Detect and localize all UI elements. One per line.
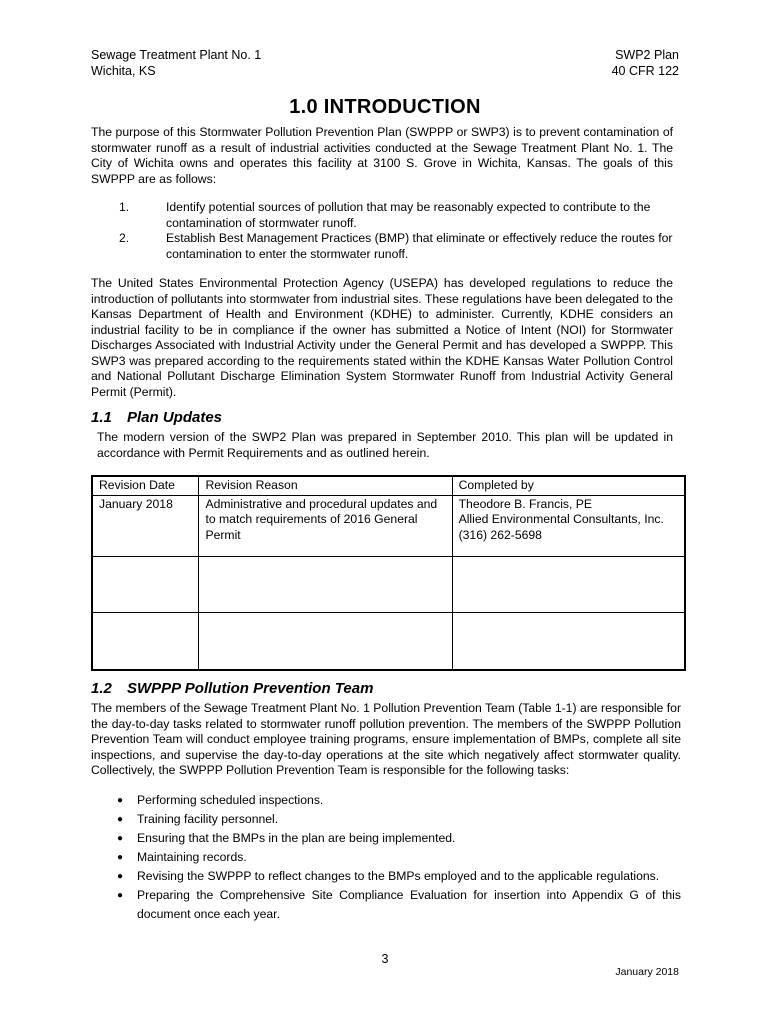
header-facility: Sewage Treatment Plant No. 1 [91, 48, 262, 62]
bullet-icon: ● [117, 795, 124, 806]
table-row [92, 612, 685, 670]
list-item [113, 867, 681, 886]
bullet-icon: ● [117, 871, 124, 882]
list-text: Performing scheduled inspections. [137, 793, 324, 807]
list-item [113, 829, 681, 848]
tasks-list [113, 791, 681, 924]
section-number: 1.2 [91, 680, 112, 697]
page-title: 1.0 INTRODUCTION [289, 96, 481, 118]
header-plan-name: SWP2 Plan [615, 48, 679, 62]
column-header-revision-reason: Revision Reason [199, 476, 452, 495]
table-cell [199, 556, 452, 612]
intro-paragraph: The purpose of this Stormwater Pollution Prevention Plan (SWPPP or SWP3) is to prevent contamination of stormwater runoff as a result of industrial activities conducted at the Sewage Treatment Plant No. 1. The City of Wichita owns and operates this facility at 3100 S. Grove in Wichita, Kansas. The goals of this SWPPP are as follows: [91, 125, 673, 186]
list-text: Ensuring that the BMPs in the plan are being implemented. [137, 831, 456, 845]
table-cell [452, 612, 685, 670]
section-title: SWPPP Pollution Prevention Team [127, 680, 374, 697]
bullet-icon: ● [117, 852, 124, 863]
table-cell: January 2018 [92, 495, 199, 556]
list-item [113, 886, 681, 924]
table-cell: Administrative and procedural updates and to match requirements of 2016 General Permit [199, 495, 452, 556]
list-number: 1. [119, 200, 130, 214]
list-number: 2. [119, 231, 130, 245]
column-header-completed-by: Completed by [452, 476, 685, 495]
table-cell: Theodore B. Francis, PE Allied Environmental Consultants, Inc. (316) 262-5698 [452, 495, 685, 556]
list-text: Preparing the Comprehensive Site Compliance Evaluation for insertion into Appendix G of this document once each year. [137, 888, 681, 921]
column-header-revision-date: Revision Date [92, 476, 199, 495]
page-number: 3 [381, 952, 389, 966]
header-right [612, 47, 679, 79]
table-cell [92, 612, 199, 670]
list-text: Maintaining records. [137, 850, 247, 864]
bullet-icon: ● [117, 833, 124, 844]
table-cell [92, 556, 199, 612]
header-regulation: 40 CFR 122 [611, 64, 679, 78]
list-item [113, 791, 681, 810]
table-header-row [92, 476, 685, 495]
table-row [92, 495, 685, 556]
list-item [91, 200, 673, 231]
section-number: 1.1 [91, 409, 112, 426]
footer-date: January 2018 [615, 966, 679, 978]
goals-list [91, 200, 673, 262]
table-cell [199, 612, 452, 670]
section-heading-pollution-team [91, 680, 373, 697]
header-location: Wichita, KS [91, 64, 156, 78]
list-text: Revising the SWPPP to reflect changes to the BMPs employed and to the applicable regulations. [137, 869, 660, 883]
pollution-team-paragraph: The members of the Sewage Treatment Plant No. 1 Pollution Prevention Team (Table 1-1) are responsible for the day-to-day tasks related to stormwater runoff pollution prevention. The members of the SWPPP Pollution Prevention Team will conduct employee training programs, ensure implementation of BMPs, complete all site inspections, and supervise the day-to-day operations at the site which negatively affect stormwater quality. Collectively, the SWPPP Pollution Prevention Team is responsible for the following tasks: [91, 701, 681, 777]
list-item [113, 810, 681, 829]
list-text: Establish Best Management Practices (BMP) that eliminate or effectively reduce the routes for contamination to enter the stormwater runoff. [166, 231, 673, 261]
list-text: Identify potential sources of pollution that may be reasonably expected to contribute to the contamination of stormwater runoff. [166, 200, 651, 230]
header-left [91, 47, 261, 79]
table-row [92, 556, 685, 612]
bullet-icon: ● [117, 890, 124, 901]
list-item [91, 231, 673, 262]
section-title: Plan Updates [127, 409, 223, 426]
section-heading-plan-updates [91, 409, 222, 426]
usepa-paragraph: The United States Environmental Protection Agency (USEPA) has developed regulations to reduce the introduction of pollutants into stormwater from industrial sites. These regulations have been delegated to the Kansas Department of Health and Environment (KDHE) to administer. Currently, KDHE considers an industrial facility to be in compliance if the owner has submitted a Notice of Intent (NOI) for Stormwater Discharges Associated with Industrial Activity under the General Permit and has developed a SWPPP. This SWP3 was prepared according to the requirements stated within the KDHE Kansas Water Pollution Control and National Pollutant Discharge Elimination System Stormwater Runoff from Industrial Activity General Permit (Permit). [91, 276, 673, 399]
list-item [113, 848, 681, 867]
bullet-icon: ● [117, 814, 124, 825]
table-cell [452, 556, 685, 612]
list-text: Training facility personnel. [137, 812, 279, 826]
plan-updates-paragraph: The modern version of the SWP2 Plan was prepared in September 2010. This plan will be updated in accordance with Permit Requirements and as outlined herein. [97, 430, 673, 460]
revision-table [91, 475, 686, 671]
